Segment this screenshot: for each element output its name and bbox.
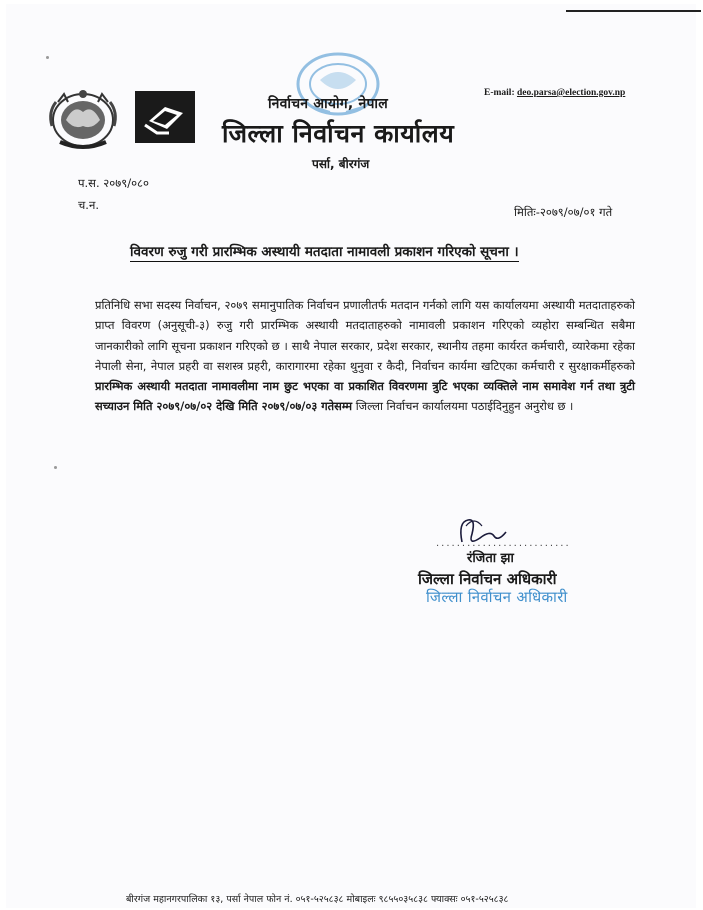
office-location: पर्सा, बीरगंज — [312, 157, 370, 171]
dispatch-number: च.न. — [78, 198, 99, 212]
office-title: जिल्ला निर्वाचन कार्यालय — [222, 119, 455, 148]
signature-line: .......................... — [436, 538, 571, 549]
email-address: deo.parsa@election.gov.np — [516, 88, 626, 98]
letter-date: मितिः-२०७९/०७/०१ गते — [514, 205, 613, 219]
letter-page — [6, 4, 696, 908]
body-text-part: जिल्ला निर्वाचन कार्यालयमा पठाईदिनुहुन अनुरोध छ । — [352, 399, 574, 414]
footer-contact: बीरगंज महानगरपालिका १३, पर्सा नेपाल फोन नं. ०५१-५२५८३८ मोबाइलः ९८५५०३५८३८ फ्याक्सः ०५१-५२५८३८ — [126, 894, 509, 905]
signatory-stamp: जिल्ला निर्वाचन अधिकारी — [426, 588, 568, 606]
body-text-part: प्रतिनिधि सभा सदस्य निर्वाचन, २०७९ समानुपातिक निर्वाचन प्रणालीतर्फ मतदान गर्नको लागि यस कार्यालयमा अस्थायी मतदाताहरुको प्राप्त विवरण (अनुसूची-३) रुजु गरी प्रारम्भिक अस्थायी मतदाताहरुको नामावली प्रकाशन गरिएको व्यहोरा सम्बन्धित सबैमा जानकारीको लागि सूचना प्रकाशन गरिएको छ । साथै नेपाल सरकार, प्रदेश सरकार, स्थानीय तहमा कार्यरत कर्मचारी, व्यारेकमा रहेका नेपाली सेना, नेपाल प्रहरी वा सशस्त्र प्रहरी, कारागारमा रहेका थुनुवा र कैदी, निर्वाचन कार्यमा खटिएका कर्मचारी र सुरक्षाकर्मीहरुको — [95, 298, 635, 373]
body-bold-text: प्रारम्भिक अस्थायी मतदाता नामावलीमा नाम छुट भएका वा प्रकाशित विवरणमा त्रुटि भएका व्यक्तिले नाम समावेश गर्न तथा त्रुटी सच्याउन मिति २०७९/०७/०२ देखि मिति २०७९/०७/०३ गतेसम्म — [95, 379, 635, 414]
email-label: E-mail: — [484, 88, 515, 98]
ballot-box-icon — [135, 91, 195, 143]
commission-name: निर्वाचन आयोग, नेपाल — [268, 96, 388, 112]
signatory-title: जिल्ला निर्वाचन अधिकारी — [418, 570, 557, 588]
top-edge-line — [566, 10, 701, 12]
handwritten-signature-icon — [454, 512, 514, 552]
scan-speck — [46, 56, 49, 59]
letter-reference: प.स. २०७९/०८० — [78, 176, 150, 190]
notice-body — [95, 295, 635, 417]
scan-speck — [54, 466, 57, 469]
nepal-emblem-icon — [44, 82, 122, 152]
signatory-name: रंजिता झा — [467, 551, 514, 566]
email-line — [484, 88, 625, 98]
notice-subject: विवरण रुजु गरी प्रारम्भिक अस्थायी मतदाता नामावली प्रकाशन गरिएको सूचना । — [130, 244, 519, 260]
